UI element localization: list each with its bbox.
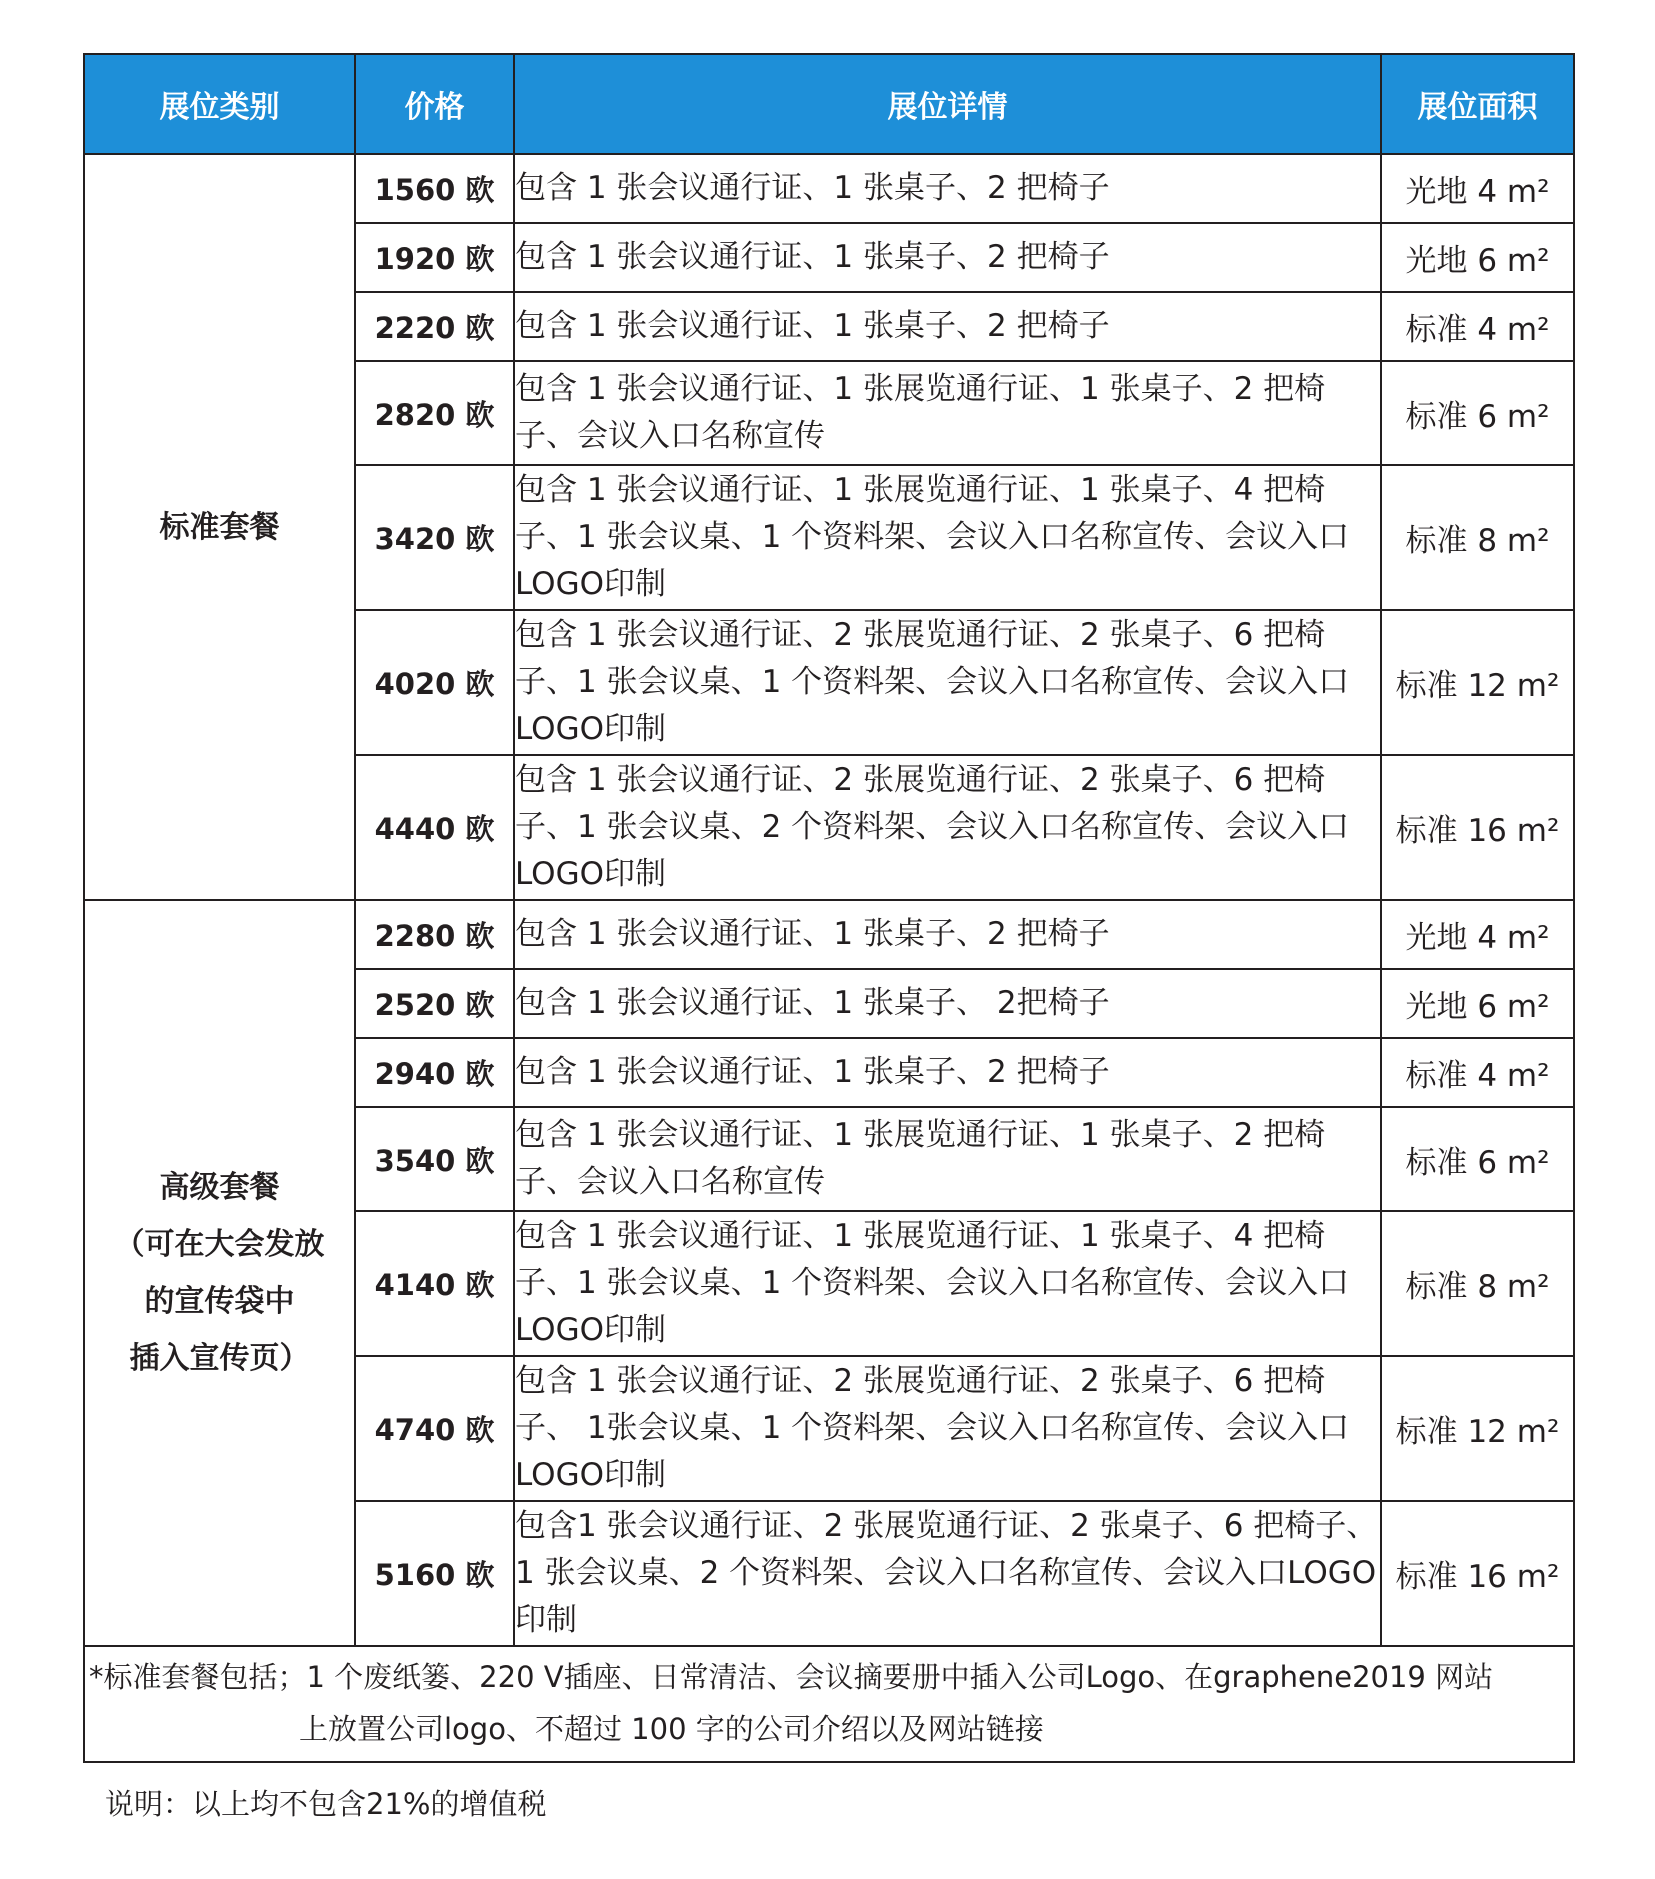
price-cell: 2520 欧	[355, 969, 514, 1038]
detail-cell: 包含 1 张会议通行证、1 张展览通行证、1 张桌子、4 把椅子、1 张会议桌、1 个资料架、会议入口名称宣传、会议入口LOGO印制	[514, 465, 1381, 610]
price-cell: 2820 欧	[355, 361, 514, 465]
detail-cell: 包含 1 张会议通行证、2 张展览通行证、2 张桌子、6 把椅子、1 张会议桌、2 个资料架、会议入口名称宣传、会议入口LOGO印制	[514, 755, 1381, 900]
price-cell: 4440 欧	[355, 755, 514, 900]
category-note-line: 插入宣传页）	[129, 1341, 310, 1376]
booth-package-table	[83, 53, 1575, 1763]
header-area: 展位面积	[1381, 54, 1574, 154]
detail-cell: 包含 1 张会议通行证、1 张桌子、 2把椅子	[514, 969, 1381, 1038]
price-cell: 5160 欧	[355, 1501, 514, 1646]
category-label: 标准套餐	[159, 509, 280, 545]
detail-cell: 包含 1 张会议通行证、1 张桌子、2 把椅子	[514, 154, 1381, 223]
detail-cell: 包含 1 张会议通行证、2 张展览通行证、2 张桌子、6 把椅子、1 张会议桌、1 个资料架、会议入口名称宣传、会议入口LOGO印制	[514, 610, 1381, 755]
detail-cell: 包含 1 张会议通行证、1 张展览通行证、1 张桌子、4 把椅子、1 张会议桌、1 个资料架、会议入口名称宣传、会议入口LOGO印制	[514, 1211, 1381, 1356]
detail-cell: 包含 1 张会议通行证、1 张展览通行证、1 张桌子、2 把椅子、会议入口名称宣传	[514, 361, 1381, 465]
category-note-line: 的宣传袋中	[144, 1284, 295, 1319]
category-standard	[84, 154, 355, 900]
area-cell: 标准 8 m²	[1381, 1211, 1574, 1356]
category-label: 高级套餐	[159, 1170, 280, 1205]
detail-cell: 包含 1 张会议通行证、1 张桌子、2 把椅子	[514, 1038, 1381, 1107]
footnote-line: 上放置公司logo、不超过 100 字的公司介绍以及网站链接	[299, 1712, 1044, 1746]
price-cell: 1560 欧	[355, 154, 514, 223]
area-cell: 标准 6 m²	[1381, 361, 1574, 465]
area-cell: 标准 16 m²	[1381, 755, 1574, 900]
area-cell: 标准 12 m²	[1381, 1356, 1574, 1501]
footnote-row	[84, 1646, 1574, 1762]
area-cell: 标准 8 m²	[1381, 465, 1574, 610]
detail-cell: 包含 1 张会议通行证、1 张桌子、2 把椅子	[514, 292, 1381, 361]
price-cell: 3420 欧	[355, 465, 514, 610]
price-cell: 2220 欧	[355, 292, 514, 361]
area-cell: 光地 6 m²	[1381, 223, 1574, 292]
area-cell: 标准 4 m²	[1381, 292, 1574, 361]
detail-cell: 包含 1 张会议通行证、1 张桌子、2 把椅子	[514, 900, 1381, 969]
header-price: 价格	[355, 54, 514, 154]
header-category: 展位类别	[84, 54, 355, 154]
vat-note: 说明：以上均不包含21%的增值税	[105, 1787, 547, 1821]
area-cell: 光地 4 m²	[1381, 154, 1574, 223]
price-cell: 2280 欧	[355, 900, 514, 969]
price-cell: 4020 欧	[355, 610, 514, 755]
detail-cell: 包含 1 张会议通行证、1 张桌子、2 把椅子	[514, 223, 1381, 292]
table-row	[84, 154, 1574, 223]
area-cell: 光地 6 m²	[1381, 969, 1574, 1038]
footnote-cell	[84, 1646, 1574, 1762]
area-cell: 光地 4 m²	[1381, 900, 1574, 969]
price-cell: 4140 欧	[355, 1211, 514, 1356]
footnote-line: *标准套餐包括；1 个废纸篓、220 V插座、日常清洁、会议摘要册中插入公司Logo、在graphene2019 网站	[89, 1660, 1494, 1694]
detail-cell: 包含 1 张会议通行证、2 张展览通行证、2 张桌子、6 把椅子、 1张会议桌、1 个资料架、会议入口名称宣传、会议入口LOGO印制	[514, 1356, 1381, 1501]
area-cell: 标准 16 m²	[1381, 1501, 1574, 1646]
category-note-line: （可在大会发放	[114, 1227, 325, 1262]
area-cell: 标准 4 m²	[1381, 1038, 1574, 1107]
price-cell: 3540 欧	[355, 1107, 514, 1211]
category-premium	[84, 900, 355, 1646]
area-cell: 标准 6 m²	[1381, 1107, 1574, 1211]
header-detail: 展位详情	[514, 54, 1381, 154]
detail-cell: 包含1 张会议通行证、2 张展览通行证、2 张桌子、6 把椅子、1 张会议桌、2 个资料架、会议入口名称宣传、会议入口LOGO印制	[514, 1501, 1381, 1646]
table-header-row	[84, 54, 1574, 154]
area-cell: 标准 12 m²	[1381, 610, 1574, 755]
table-row	[84, 900, 1574, 969]
price-cell: 1920 欧	[355, 223, 514, 292]
detail-cell: 包含 1 张会议通行证、1 张展览通行证、1 张桌子、2 把椅子、会议入口名称宣传	[514, 1107, 1381, 1211]
price-cell: 4740 欧	[355, 1356, 514, 1501]
price-cell: 2940 欧	[355, 1038, 514, 1107]
